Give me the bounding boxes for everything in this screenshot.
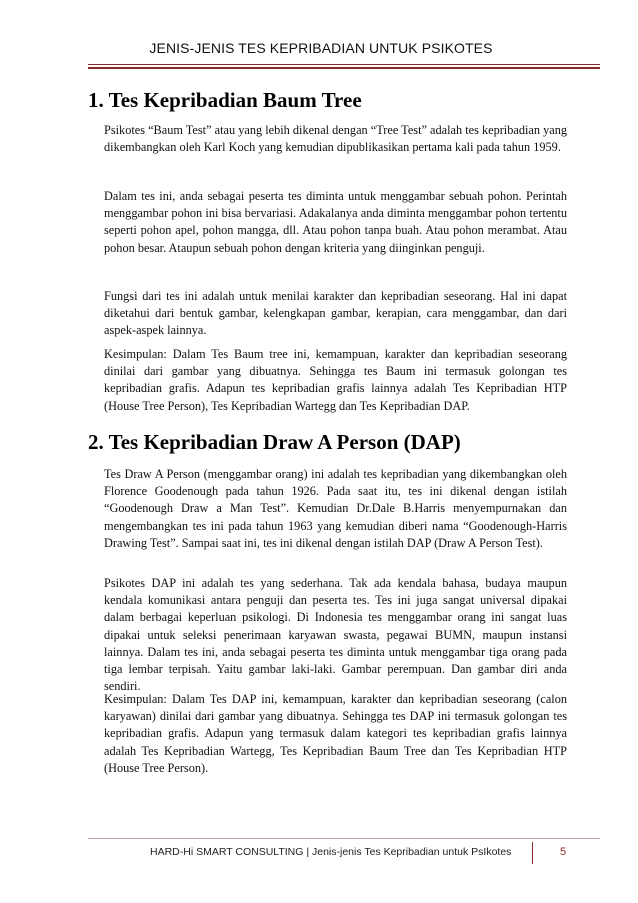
- footer-divider: [88, 838, 600, 839]
- paragraph: Psikotes DAP ini adalah tes yang sederhana. Tak ada kendala bahasa, budaya maupun kendala komunikasi antara penguji dan peserta tes. Tes ini juga sangat universal dipakai dalam berbagai keperluan psikologi. Di Indonesia tes menggambar orang ini sangat luas dipakai untuk seleksi penerimaan karyawan swasta, pegawai BUMN, maupun instansi lainnya. Dalam tes ini, anda sebagai peserta tes diminta untuk menggambar tiga orang pada tiga lembar terpisah. Yaitu gambar laki-laki. Gambar perempuan. Dan gambar diri anda sendiri.: [104, 576, 567, 694]
- paragraph: Psikotes “Baum Test” atau yang lebih dikenal dengan “Tree Test” adalah tes kepribadian yang dikembangkan oleh Karl Koch yang kemudian dipublikasikan pertama kali pada tahun 1959.: [104, 123, 567, 155]
- footer-text: HARD-Hi SMART CONSULTING | Jenis-jenis Tes Kepribadian untuk PsIkotes: [150, 846, 512, 858]
- header-divider: [88, 64, 600, 65]
- paragraph: Tes Draw A Person (menggambar orang) ini adalah tes kepribadian yang dikembangkan oleh Florence Goodenough pada tahun 1926. Pada saat itu, tes ini dikenal dengan istilah “Goodenough Draw a Man Test”. Kemudian Dr.Dale B.Harris menyempurnakan dan mengembangkan tes ini pada tahun 1963 yang kemudian diberi nama “Goodenough-Harris Drawing Test”. Sampai saat ini, tes ini dikenal dengan istilah DAP (Draw A Person Test).: [104, 467, 567, 550]
- paragraph: Kesimpulan: Dalam Tes DAP ini, kemampuan, karakter dan kepribadian seseorang (calon karyawan) dinilai dari gambar yang dibuatnya. Sehingga tes DAP ini termasuk golongan tes kepribadian grafis. Adapun yang termasuk dalam kategori tes kepribadian grafis lainnya adalah Tes Kepribadian Wartegg, Tes Kepribadian Baum Tree dan Tes Kepribadian HTP (House Tree Person).: [104, 692, 567, 775]
- page-number: 5: [560, 846, 567, 858]
- section-heading-baum-tree: 1. Tes Kepribadian Baum Tree: [88, 88, 362, 112]
- paragraph: Fungsi dari tes ini adalah untuk menilai karakter dan kepribadian seseorang. Hal ini dapat diketahui dari bentuk gambar, kelengkapan gambar, kerapian, cara menggambar, dan dari aspek-aspek lainnya.: [104, 289, 567, 338]
- footer-separator: [532, 842, 533, 864]
- paragraph: Dalam tes ini, anda sebagai peserta tes diminta untuk menggambar sebuah pohon. Perintah menggambar pohon ini bisa bervariasi. Adakalanya anda diminta menggambar pohon tertentu seperti pohon apel, pohon mangga, dll. Atau pohon tanpa buah. Atau pohon merambat. Atau pohon besar. Ataupun sebuah pohon dengan kriteria yang diinginkan penguji.: [104, 189, 567, 255]
- page-header: JENIS-JENIS TES KEPRIBADIAN UNTUK PSIKOTES: [149, 40, 493, 56]
- header-divider-thick: [88, 67, 600, 69]
- section-heading-dap: 2. Tes Kepribadian Draw A Person (DAP): [88, 430, 461, 454]
- paragraph: Kesimpulan: Dalam Tes Baum tree ini, kemampuan, karakter dan kepribadian seseorang dinilai dari gambar yang dibuatnya. Sehingga tes Baum ini termasuk golongan tes kepribadian grafis. Adapun tes kepribadian grafis lainnya adalah Tes Kepribadian HTP (House Tree Person), Tes Kepribadian Wartegg dan Tes Kepribadian DAP.: [104, 347, 567, 413]
